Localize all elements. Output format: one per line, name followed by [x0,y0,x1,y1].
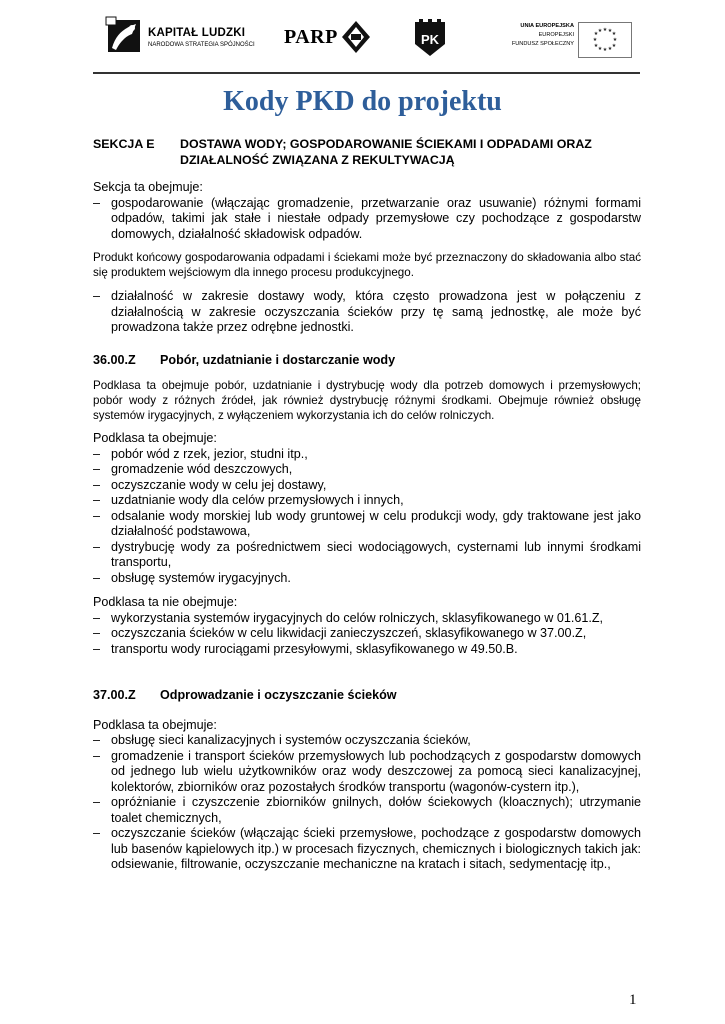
includes-list-36 [93,447,641,587]
list-item: – opróżnianie i czyszczenie zbiorników gnilnych, dołów ściekowych (kloacznych); utrzymanie toalet chemicznych, [93,795,641,826]
list-item: – oczyszczanie wody w celu jej dostawy, [93,478,641,494]
subclass-code: 36.00.Z [93,352,136,367]
pk-crest-icon [412,18,448,58]
svg-text:★: ★ [602,47,608,53]
section-note: Produkt końcowy gospodarowania odpadami i ściekami może być przeznaczony do składowania albo stać się produktem wejściowym dla innego procesu produkcyjnego. [93,251,641,279]
svg-text:★: ★ [593,43,599,49]
list-item: – transportu wody rurociągami przesyłowymi, sklasyfikowanego w 49.50.B. [93,642,641,658]
section-heading [93,137,641,168]
svg-text:★: ★ [612,37,618,43]
svg-text:★: ★ [607,28,613,34]
list-item: – uzdatnianie wody dla celów przemysłowych i innych, [93,493,641,509]
list-item: – oczyszczania ścieków w celu likwidacji zanieczyszczeń, sklasyfikowanego w 37.00.Z, [93,626,641,642]
list-item: – odsalanie wody morskiej lub wody gruntowej w celu produkcji wody, gdy traktowane jest jako działalność podstawowa, [93,509,641,540]
list-item: – obsługę systemów irygacyjnych. [93,571,641,587]
kapital-ludzki-emblem-icon [102,14,144,60]
section-intro: Sekcja ta obejmuje: [93,180,203,194]
svg-text:★: ★ [602,27,608,33]
list-item: – obsługę sieci kanalizacyjnych i systemów oczyszczania ścieków, [93,733,641,749]
svg-text:PK: PK [420,32,440,47]
header-logos [100,14,640,64]
eu-line3: FUNDUSZ SPOŁECZNY [511,41,574,47]
section-code: SEKCJA E [93,137,155,151]
eu-logo [502,20,632,60]
eu-flag-icon [578,22,632,58]
svg-text:★: ★ [597,28,603,34]
subclass-name: Pobór, uzdatnianie i dostarczanie wody [160,352,396,367]
excludes-label: Podklasa ta nie obejmuje: [93,595,238,609]
section-name: DOSTAWA WODY; GOSPODAROWANIE ŚCIEKAMI I ODPADAMI ORAZ DZIAŁALNOŚĆ ZWIĄZANA Z REKULTYWACJĄ [180,137,592,167]
list-item: – gospodarowanie (włączając gromadzenie, przetwarzanie oraz usuwanie) różnymi formami odpadów, takimi jak stałe i niestałe odpady przemysłowe czy pochodzące z gospodarstw domowych, działalność składowisk odpadów. [93,196,641,243]
excludes-list-36 [93,611,641,658]
list-item: – gromadzenie wód deszczowych, [93,462,641,478]
kapital-ludzki-logo [102,14,262,62]
svg-text:★: ★ [607,46,613,52]
eu-text [512,22,574,49]
eu-line1: UNIA EUROPEJSKA [520,23,574,29]
svg-text:★: ★ [611,43,617,49]
page-number: 1 [629,992,637,1008]
includes-label: Podklasa ta obejmuje: [93,431,217,445]
parp-logo [280,16,375,60]
svg-text:★: ★ [593,31,599,37]
pk-university-logo [412,18,452,60]
list-item: – oczyszczanie ścieków (włączając ścieki przemysłowe, pochodzące z gospodarstw domowych lub basenów kąpielowych itp.) w procesach fizycznych, chemicznych i biologicznych takich jak: odsiewanie, filtrowanie, oczyszczanie mechaniczne na kratach i sitach, sedymentację itp., [93,826,641,873]
section-list-1 [93,196,641,243]
eu-line2: EUROPEJSKI [538,32,574,38]
includes-label: Podklasa ta obejmuje: [93,717,217,732]
list-item: – wykorzystania systemów irygacyjnych do celów rolniczych, sklasyfikowanego w 01.61.Z, [93,611,641,627]
parp-arrows-icon [340,20,372,54]
svg-text:★: ★ [611,31,617,37]
parp-text: PARP [284,26,338,48]
section-list-2 [93,289,641,336]
list-item: – działalność w zakresie dostawy wody, która często prowadzona jest w połączeniu z działalnością w zakresie oczyszczania ścieków przy tę samą jednostkę, ale może być prowadzona także przez odrębne jednostki. [93,289,641,336]
list-item: – dystrybucję wody za pośrednictwem sieci wodociągowych, cysternami lub innymi środkami transportu, [93,540,641,571]
svg-text:★: ★ [597,46,603,52]
subclass-heading-36 [93,353,641,369]
subclass-description: Podklasa ta obejmuje pobór, uzdatnianie i dystrybucję wody dla potrzeb domowych i przemysłowych; pobór wody z różnych źródeł, jak również dystrybucję różnymi środkami. Obejmuje również obsługę systemów irygacyjnych, z wyłączeniem wykorzystania ich do celów rolniczych. [93,379,641,422]
kapital-ludzki-subtitle: NARODOWA STRATEGIA SPÓJNOŚCI [148,42,255,48]
subclass-code: 37.00.Z [93,688,136,702]
list-item: – gromadzenie i transport ścieków przemysłowych lub pochodzących z gospodarstw domowych od jednego lub wielu użytkowników oraz wody deszczowej za pomocą sieci kanalizacyjnej, kolektorów, zbiorników oraz pozostałych środków transportu (wagonów-cystern itp.), [93,749,641,796]
svg-text:★: ★ [592,37,598,43]
page-title: Kody PKD do projektu [223,86,502,117]
includes-list-37 [93,733,641,873]
kapital-ludzki-title: KAPITAŁ LUDZKI [148,27,246,39]
subclass-heading-37 [93,688,641,704]
header-divider [93,72,640,74]
subclass-name: Odprowadzanie i oczyszczanie ścieków [160,688,397,702]
document-body [93,137,641,873]
list-item: – pobór wód z rzek, jezior, studni itp., [93,447,641,463]
